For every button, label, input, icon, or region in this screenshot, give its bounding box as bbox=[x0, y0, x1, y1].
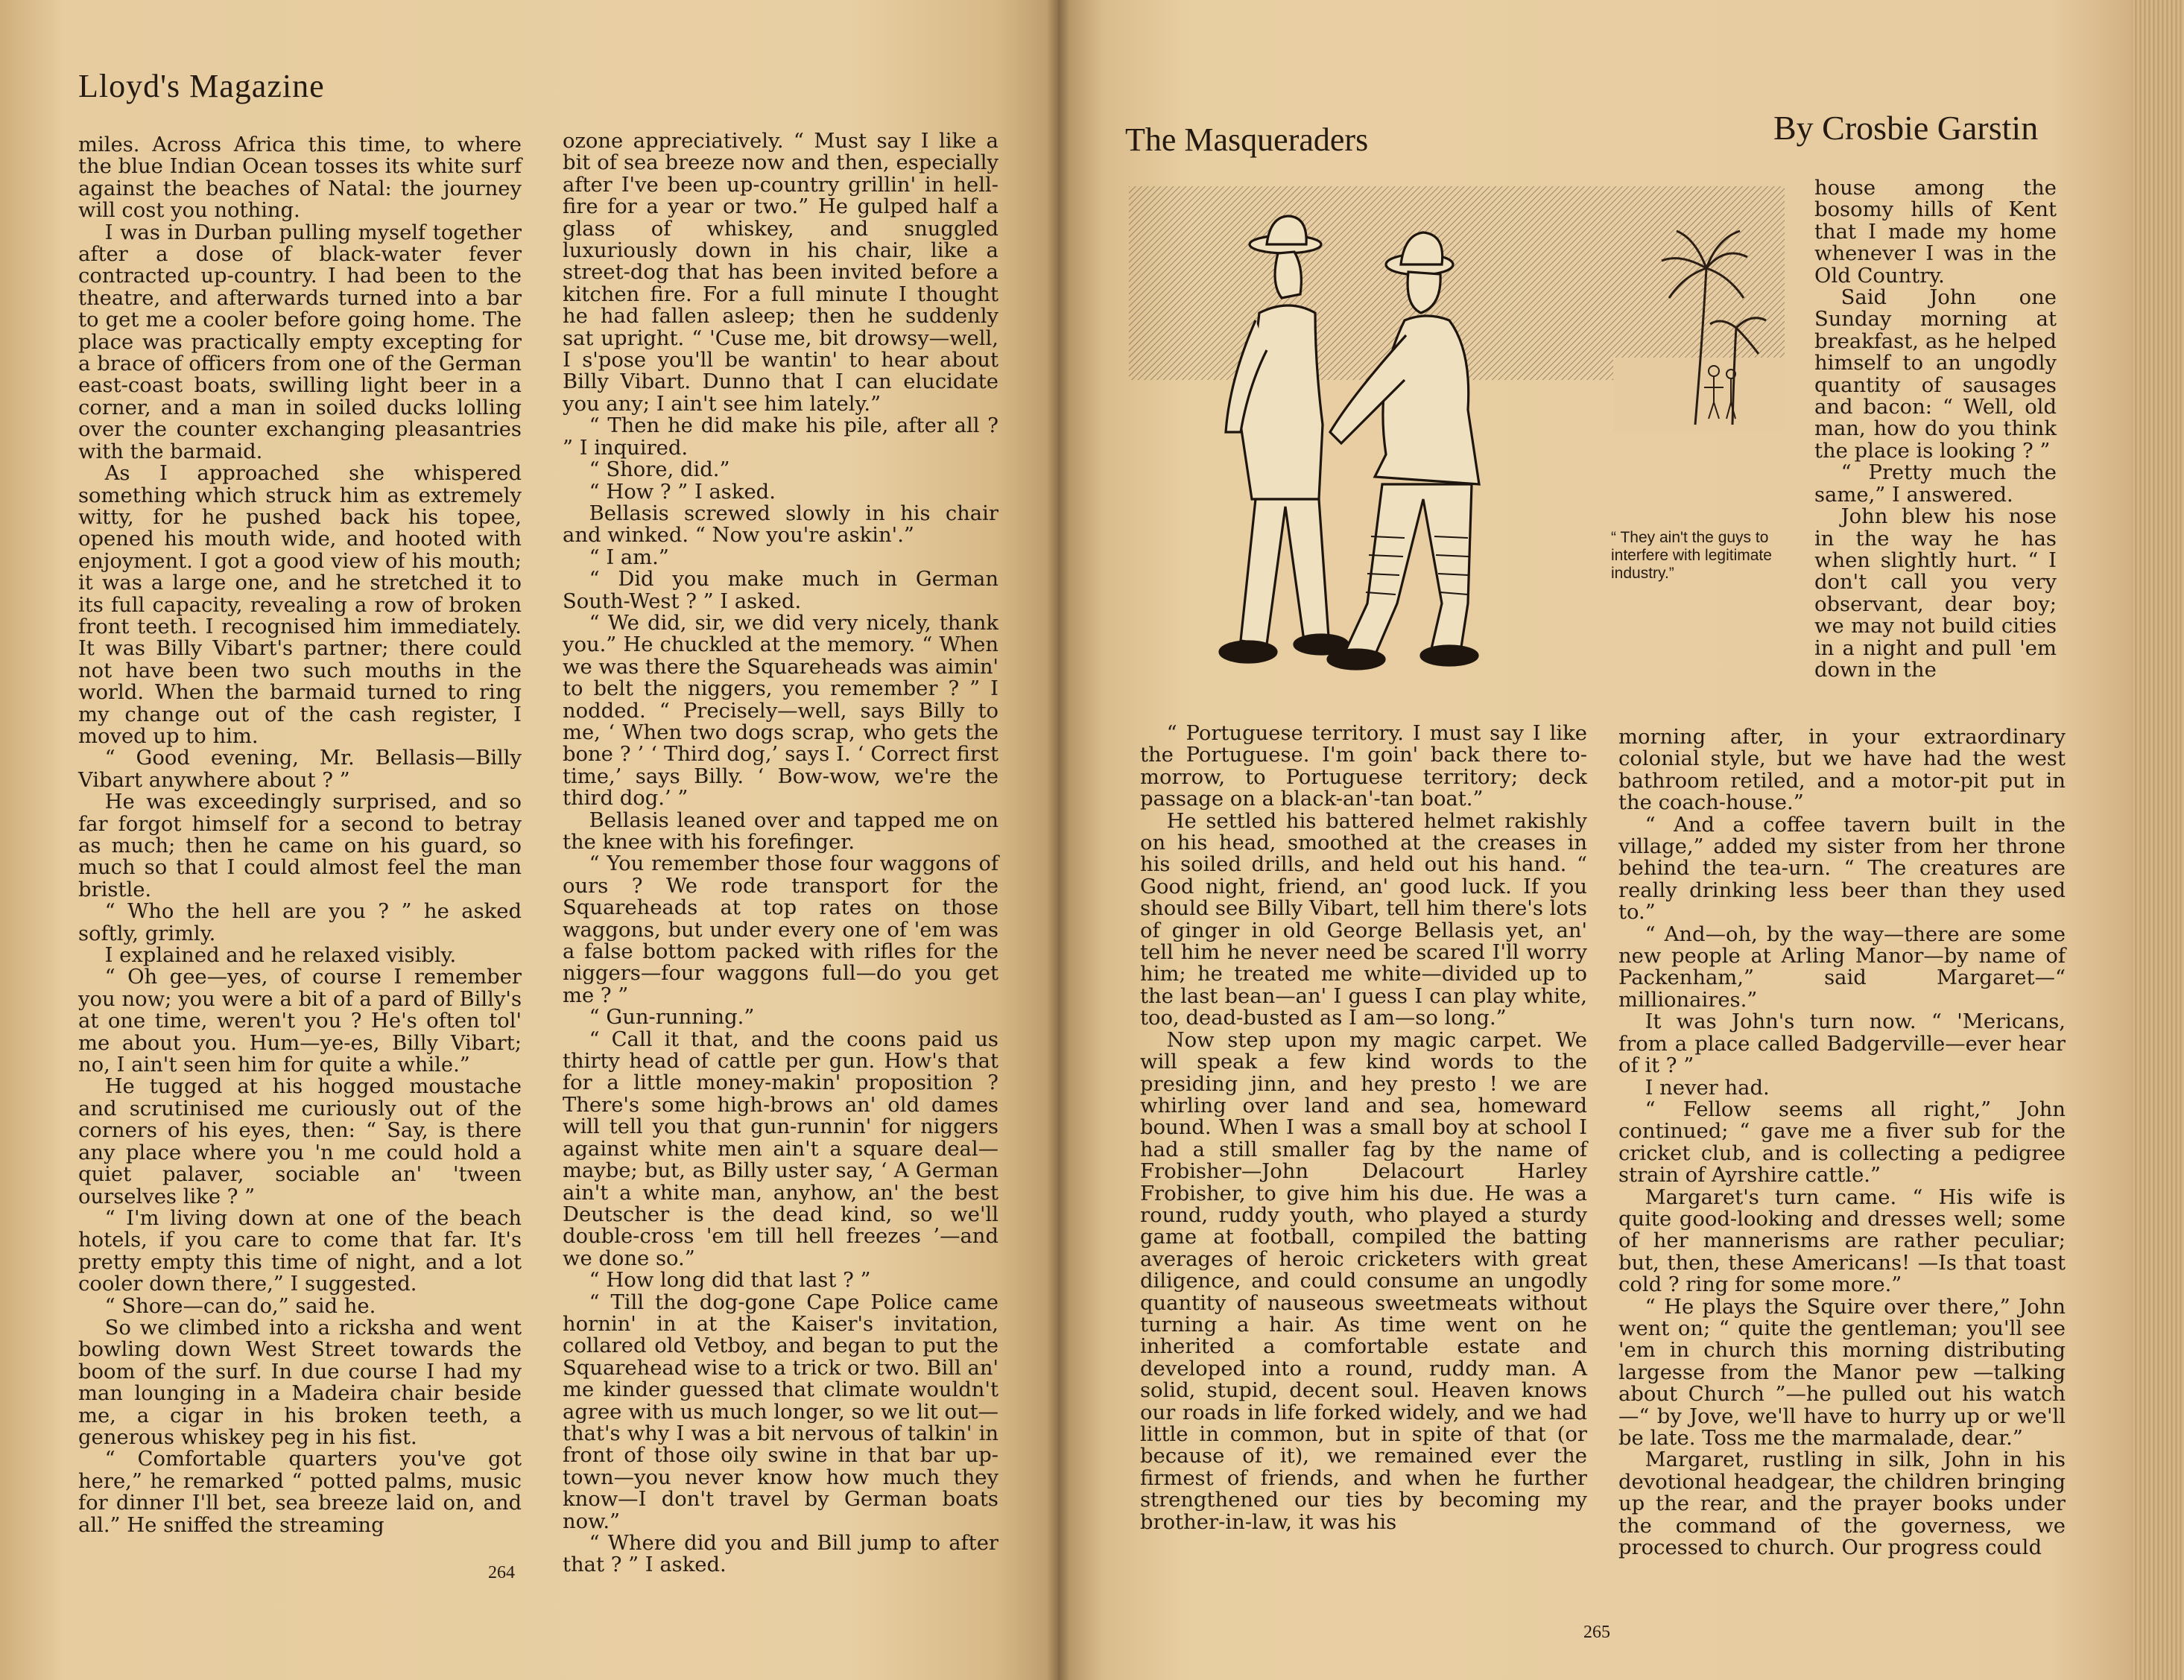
paragraph: morning after, in your extraordinary colonial style, but we have had the west bathroom retiled, and a motor-pit put in the coach-house.” bbox=[1618, 726, 2066, 815]
column-d bbox=[1618, 726, 2066, 1559]
paragraph: He tugged at his hogged moustache and scrutinised me curiously out of the corners of his eyes, then: “ Say, is there any place where you 'n me could hold a quiet palaver, sociable an' 'tween ourselves like ? ” bbox=[78, 1075, 522, 1208]
paragraph: I never had. bbox=[1645, 1076, 1770, 1100]
running-head: Lloyd's Magazine bbox=[78, 68, 325, 104]
paragraph: Now step upon my magic carpet. We will speak a few kind words to the presiding jinn, and hey presto ! we are whirling over land and sea, homeward bound. When I was a small boy at school I had a still smaller fag by the name of Frobisher—John Delacourt Harley Frobisher, to give him his due. He was a round, ruddy youth, who played a sturdy game at football, compiled the batting averages of heroic cricketers with great diligence, and could consume an ungodly quantity of nauseous sweetmeats without turning a hair. As time went on he inherited a comfortable estate and developed into a round, ruddy man. A solid, stupid, decent soul. Heaven knows our roads in life forked widely, and we had little in common, but in spite of that (or because of it), we remained ever the firmest of friends, and when he further strengthened our ties by becoming my brother-in-law, it was his bbox=[1140, 1028, 1587, 1534]
paragraph: Margaret, rustling in silk, John in his devotional headgear, the children bringing up the rear, and the prayer books under the command of the governess, we processed to church. Our progress could bbox=[1618, 1448, 2066, 1560]
column-d-top bbox=[1814, 177, 2057, 681]
paragraph: “ Shore, did.” bbox=[589, 458, 730, 482]
paragraph: Bellasis screwed slowly in his chair and winked. “ Now you're askin'.” bbox=[563, 501, 998, 548]
paragraph: miles. Across Africa this time, to where the blue Indian Ocean tosses its white surf against the beaches of Natal: the journey will cost you nothing. bbox=[78, 133, 522, 223]
paragraph: So we climbed into a ricksha and went bowling down West Street towards the boom of the surf. In due course I had my man lounging in a Madeira chair beside me, a cigar in his broken teeth, a generous whiskey peg in his fist. bbox=[78, 1316, 522, 1449]
paragraph: I explained and he relaxed visibly. bbox=[104, 944, 457, 968]
paragraph: “ Fellow seems all right,” John continued; “ gave me a fiver sub for the cricket club, and is collecting a pedigree strain of Ayrshire cattle.” bbox=[1618, 1097, 2066, 1188]
paragraph: Bellasis leaned over and tapped me on the knee with his forefinger. bbox=[563, 808, 998, 854]
paragraph: “ Portuguese territory. I must say I like the Portuguese. I'm goin' back there to-morrow, to Portuguese territory; deck passage on a black-an'-tan boat.” bbox=[1140, 722, 1587, 811]
paragraph: “ I'm living down at one of the beach hotels, if you care to come that far. It's pretty empty this time of night, and a lot cooler down there,” I suggested. bbox=[78, 1206, 522, 1296]
paragraph: “ Pretty much the same,” I answered. bbox=[1814, 461, 2057, 507]
book-gutter bbox=[1047, 0, 1069, 1680]
paragraph: “ Comfortable quarters you've got here,” he remarked “ potted palms, music for dinner I'll bet, sea breeze laid on, and all.” He sniffed the streaming bbox=[78, 1448, 522, 1537]
byline: By Crosbie Garstin bbox=[1773, 109, 2039, 147]
paragraph: John blew his nose in the way he has when slightly hurt. “ I don't call you very observant, dear boy; we may not build cities in a night and pull 'em down in the bbox=[1814, 505, 2057, 682]
paragraph: “ How long did that last ? ” bbox=[589, 1269, 871, 1293]
paragraph: “ Then he did make his pile, after all ? ” I inquired. bbox=[563, 414, 998, 460]
paragraph: “ How ? ” I asked. bbox=[589, 480, 776, 504]
paragraph: “ Gun-running.” bbox=[589, 1006, 755, 1030]
illustration-caption: “ They ain't the guys to interfere with legitimate industry.” bbox=[1611, 529, 1772, 582]
left-page bbox=[0, 0, 1058, 1680]
paragraph: I was in Durban pulling myself together after a dose of black-water fever contracted up-country. I had been to the theatre, and afterwards turned into a bar to get me a cooler before going home. The place was practically empty excepting for a brace of officers from one of the German east-coast boats, swilling light beer in a corner, and a man in soiled ducks lolling over the counter exchanging pleasantries with the barmaid. bbox=[78, 221, 522, 463]
paragraph: “ Good evening, Mr. Bellasis—Billy Vibart anywhere about ? ” bbox=[78, 747, 522, 792]
paragraph: “ Did you make much in German South-West ? ” I asked. bbox=[563, 568, 998, 613]
paragraph: Said John one Sunday morning at breakfast, as he helped himself to an ungodly quantity of sausages and bacon: “ Well, old man, how do you think the place is looking ? ” bbox=[1814, 286, 2057, 463]
paragraph: As I approached she whispered something which struck him as extremely witty, for he pushed back his topee, opened his mouth wide, and hooted with enjoyment. I got a good view of his mouth; it was a large one, and he stretched it to its full capacity, revealing a row of broken front teeth. I recognised him immediately. It was Billy Vibart's partner; there could not have been two such mouths in the world. When the barmaid turned to ring my change out of the cash register, I moved up to him. bbox=[78, 462, 522, 748]
column-c bbox=[1140, 723, 1587, 1533]
illustration bbox=[1129, 186, 1785, 700]
paragraph: He was exceedingly surprised, and so far forgot himself for a second to betray as much; then he came on his guard, so much so that I could almost feel the man bristle. bbox=[78, 790, 522, 901]
paragraph: Margaret's turn came. “ His wife is quite good-looking and dresses well; some of her mannerisms are rather peculiar; but, then, these Americans! —Is that toast cold ? ring for some more.” bbox=[1618, 1185, 2066, 1297]
paragraph: “ And a coffee tavern built in the village,” added my sister from her throne behind the tea-urn. “ The creatures are really drinking less beer than they used to.” bbox=[1618, 813, 2066, 925]
column-a bbox=[78, 134, 522, 1536]
paragraph: “ Who the hell are you ? ” he asked softly, grimly. bbox=[78, 900, 522, 945]
paragraph: “ Call it that, and the coons paid us thirty head of cattle per gun. How's that for a little money-makin' proposition ? There's some high-brows an' old dames will tell you that gun-runnin' for niggers against white men ain't a square deal—maybe; but, as Billy uster say, ‘ A German ain't a white man, anyhow, an' the best Deutscher is the dead kind, so we'll double-cross 'em till hell freezes ’—and we done so.” bbox=[563, 1027, 998, 1270]
paragraph: “ Shore—can do,” said he. bbox=[104, 1294, 376, 1318]
right-page bbox=[1058, 0, 2184, 1680]
page-edge bbox=[2132, 0, 2184, 1680]
paragraph: “ Oh gee—yes, of course I remember you now; you were a bit of a pard of Billy's at one time, weren't you ? He's often tol' me about you. Hum—ye-es, Billy Vibart; no, I ain't seen him for quite a while.” bbox=[78, 966, 522, 1077]
page-number-right: 265 bbox=[1583, 1623, 1610, 1642]
story-title: The Masqueraders bbox=[1125, 121, 1369, 158]
paragraph: “ Till the dog-gone Cape Police came hornin' in at the Kaiser's invitation, collared old Vetboy, and began to put the Squarehead wise to a trick or two. Bill an' me kinder guessed that climate wouldn't agree with us much longer, so we lit out—that's why I was a bit nervous of talkin' in front of those oily swine in that bar up-town—you never know how much they know—I don't travel by German boats now.” bbox=[563, 1290, 998, 1533]
paragraph: house among the bosomy hills of Kent that I made my home whenever I was in the Old Country. bbox=[1814, 177, 2057, 288]
paragraph: “ He plays the Squire over there,” John went on; “ quite the gentleman; you'll see 'em in church this morning distributing largesse from the Manor pew —talking about Church ”—he pulled out his watch—“ by Jove, we'll have to hurry up or we'll be late. Toss me the marmalade, dear.” bbox=[1618, 1295, 2066, 1450]
paragraph: It was John's turn now. “ 'Mericans, from a place called Badgerville—ever hear of it ? ” bbox=[1618, 1010, 2066, 1078]
paragraph: “ We did, sir, we did very nicely, thank you.” He chuckled at the memory. “ When we was there the Squareheads was aimin' to belt the niggers, you remember ? ” I nodded. “ Precisely—well, says Billy to me, ‘ When two dogs scrap, who gets the bone ? ’ ‘ Third dog,’ says I. ‘ Correct first time,’ says Billy. ‘ Bow-wow, we're the third dog.’ ” bbox=[563, 611, 998, 811]
column-b bbox=[563, 130, 998, 1576]
paragraph: ozone appreciatively. “ Must say I like a bit of sea breeze now and then, especially after I've been up-country grillin' in hell-fire for a year or two.” He gulped half a glass of whiskey, and snuggled luxuriously down in his chair, like a street-dog that has been invited before a kitchen fire. For a full minute I thought he had fallen asleep; then he suddenly sat upright. “ 'Cuse me, bit drowsy—well, I s'pose you'll be wantin' to hear about Billy Vibart. Dunno that I can elucidate you any; I ain't see him lately.” bbox=[563, 130, 998, 416]
paragraph: “ Where did you and Bill jump to after that ? ” I asked. bbox=[563, 1532, 998, 1577]
paragraph: He settled his battered helmet rakishly on his head, smoothed at the creases in his soiled drills, and held out his hand. “ Good night, friend, an' good luck. If you should see Billy Vibart, tell him there's lots of ginger in old George Bellasis yet, an' tell him he never need be scared I'll worry him; he treated me white—divided up to the last bean—an' I guess I can play white, too, dead-busted as I am—so long.” bbox=[1140, 809, 1587, 1030]
paragraph: “ You remember those four waggons of ours ? We rode transport for the Squareheads at top rates on those waggons, but under every one of 'em was a false bottom packed with rifles for the niggers—four waggons full—do you get me ? ” bbox=[563, 852, 998, 1007]
paragraph: “ And—oh, by the way—there are some new people at Arling Manor—by name of Packenham,” said Margaret—“ millionaires.” bbox=[1618, 922, 2066, 1012]
paragraph: “ I am.” bbox=[589, 545, 669, 569]
page-number-left: 264 bbox=[488, 1563, 515, 1582]
